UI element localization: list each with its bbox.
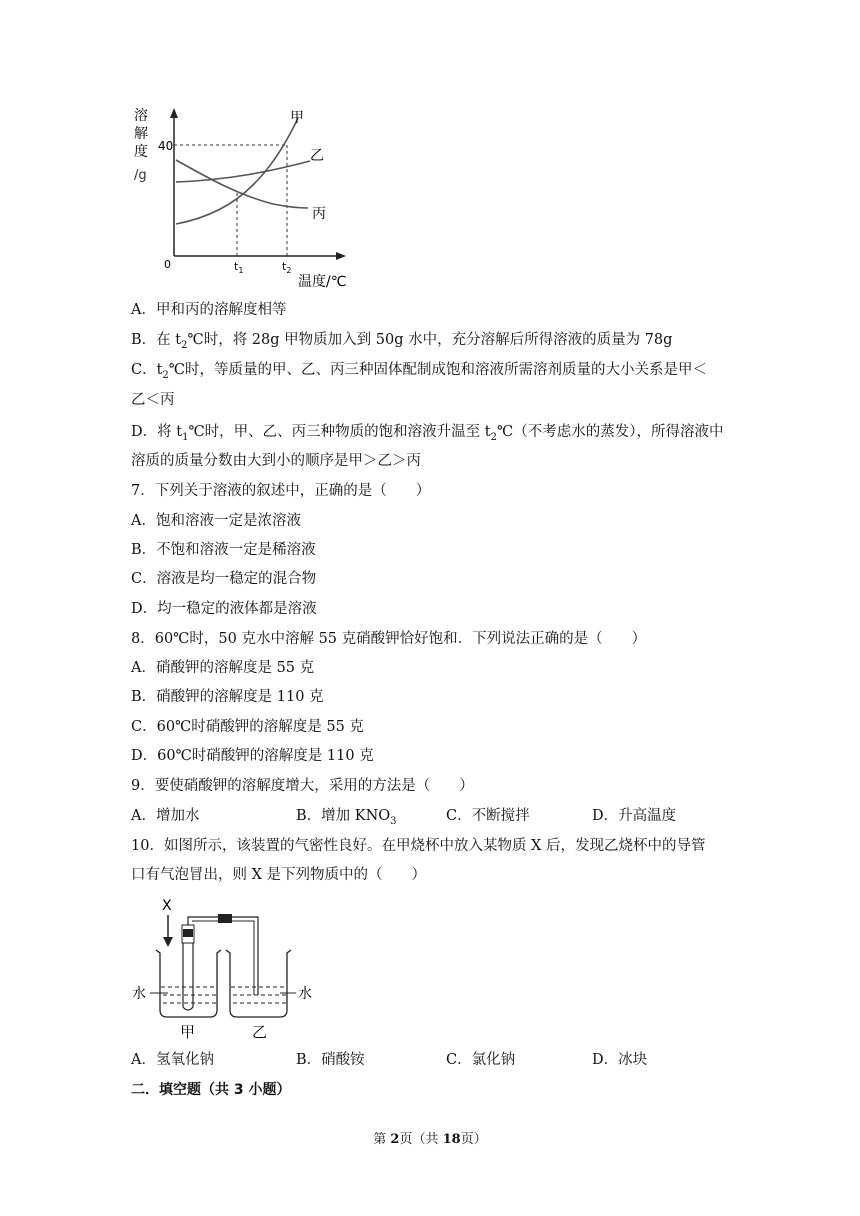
q10-stem-line2: 口有气泡冒出，则 X 是下列物质中的（ ） [131, 867, 427, 883]
q6-d-sub1: 1 [182, 431, 189, 443]
q9-option-c: C．不断搅拌 [446, 808, 530, 824]
q7-option-a: A．饱和溶液一定是浓溶液 [131, 513, 301, 529]
chart-y-tick-40: 40 [158, 139, 174, 153]
footer-pre: 第 [373, 1132, 391, 1147]
q6-option-a: A．甲和丙的溶解度相等 [131, 302, 287, 318]
chart-xlabel: 温度/℃ [298, 274, 347, 290]
q6-d-mid: ℃时，甲、乙、丙三种物质的饱和溶液升温至 t [188, 424, 491, 440]
q6-c-pre: C．t [131, 362, 163, 378]
connecting-tube-inner [192, 921, 254, 995]
chart-ylabel-4: /g [134, 168, 147, 183]
q10-option-a: A．氢氧化钠 [131, 1052, 214, 1068]
series-yi-label: 乙 [310, 148, 324, 164]
q8-option-a: A．硝酸钾的溶解度是 55 克 [131, 660, 315, 676]
chart-y-arrow [170, 108, 178, 118]
q6-b-pre: B．在 t [131, 332, 182, 348]
q9-option-d: D．升高温度 [592, 808, 677, 824]
q7-option-d: D．均一稳定的液体都是溶液 [131, 601, 317, 617]
q6-option-c-line1 [131, 360, 707, 386]
q7-option-c: C．溶液是均一稳定的混合物 [131, 571, 317, 587]
chart-origin-label: 0 [164, 258, 171, 271]
footer-page-number: 2 [390, 1132, 400, 1147]
footer-mid: 页（共 [399, 1132, 443, 1147]
series-bing-label: 丙 [312, 206, 326, 222]
q6-c-sub: 2 [162, 369, 169, 381]
footer-post: 页） [460, 1132, 487, 1147]
solubility-chart [128, 100, 368, 290]
test-tube-left [183, 943, 193, 1010]
x-label: X [162, 898, 172, 914]
apparatus-diagram [130, 895, 330, 1045]
q6-d-pre: D．将 t [131, 424, 183, 440]
series-jia-label: 甲 [290, 110, 304, 126]
q9-b-pre: B．增加 KNO [296, 808, 391, 824]
q6-option-d-line2: 溶质的质量分数由大到小的顺序是甲＞乙＞丙 [131, 453, 421, 469]
q9-option-a: A．增加水 [131, 808, 200, 824]
x-arrow-head [163, 937, 173, 947]
chart-x-tick-t1: $t_1$ [234, 260, 244, 275]
q7-stem: 7．下列关于溶液的叙述中，正确的是（ ） [131, 483, 431, 499]
q8-stem: 8．60℃时，50 克水中溶解 55 克硝酸钾恰好饱和．下列说法正确的是（ ） [131, 631, 647, 647]
chart-x-arrow [336, 252, 346, 260]
beaker-label-right: 乙 [252, 1023, 268, 1041]
section-heading-fill-in: 二．填空题（共 3 小题） [131, 1082, 291, 1098]
q10-stem-line1: 10．如图所示，该装置的气密性良好。在甲烧杯中放入某物质 X 后，发现乙烧杯中的导管 [131, 838, 706, 854]
q8-option-b: B．硝酸钾的溶解度是 110 克 [131, 689, 324, 705]
q9-b-sub: 3 [390, 815, 397, 827]
tube-connector [218, 914, 232, 923]
chart-ylabel-2: 解 [134, 126, 148, 142]
q10-option-d: D．冰块 [592, 1052, 648, 1068]
q7-option-b: B．不饱和溶液一定是稀溶液 [131, 542, 316, 558]
water-label-left: 水 [132, 986, 146, 1002]
connecting-tube [188, 917, 258, 995]
beaker-label-left: 甲 [180, 1023, 196, 1041]
q6-d-sub2: 2 [490, 431, 497, 443]
beaker-left [156, 950, 221, 1017]
q6-b-sub: 2 [181, 339, 188, 351]
q6-c-post: ℃时，等质量的甲、乙、丙三种固体配制成饱和溶液所需溶剂质量的大小关系是甲＜ [168, 362, 708, 378]
q9-stem: 9．要使硝酸钾的溶解度增大，采用的方法是（ ） [131, 778, 474, 794]
q8-option-d: D．60℃时硝酸钾的溶解度是 110 克 [131, 748, 374, 764]
chart-ylabel-3: 度 [134, 144, 148, 160]
page-footer [0, 1128, 860, 1147]
q9-option-b [296, 806, 397, 832]
q8-option-c: C．60℃时硝酸钾的溶解度是 55 克 [131, 719, 364, 735]
footer-total-pages: 18 [442, 1132, 461, 1147]
q6-option-b [131, 330, 672, 356]
q6-option-c-line2: 乙＜丙 [131, 392, 175, 408]
chart-x-tick-t2: $t_2$ [282, 260, 292, 275]
water-label-right: 水 [298, 986, 312, 1002]
q6-b-post: ℃时，将 28g 甲物质加入到 50g 水中，充分溶解后所得溶液的质量为 78g [187, 332, 673, 348]
q6-option-d-line1 [131, 422, 723, 448]
q10-option-b: B．硝酸铵 [296, 1052, 365, 1068]
chart-ylabel-1: 溶 [134, 108, 148, 124]
q10-option-c: C．氯化钠 [446, 1052, 516, 1068]
tube-plug-dark [183, 929, 193, 937]
q6-d-post: ℃（不考虑水的蒸发），所得溶液中 [496, 424, 724, 440]
